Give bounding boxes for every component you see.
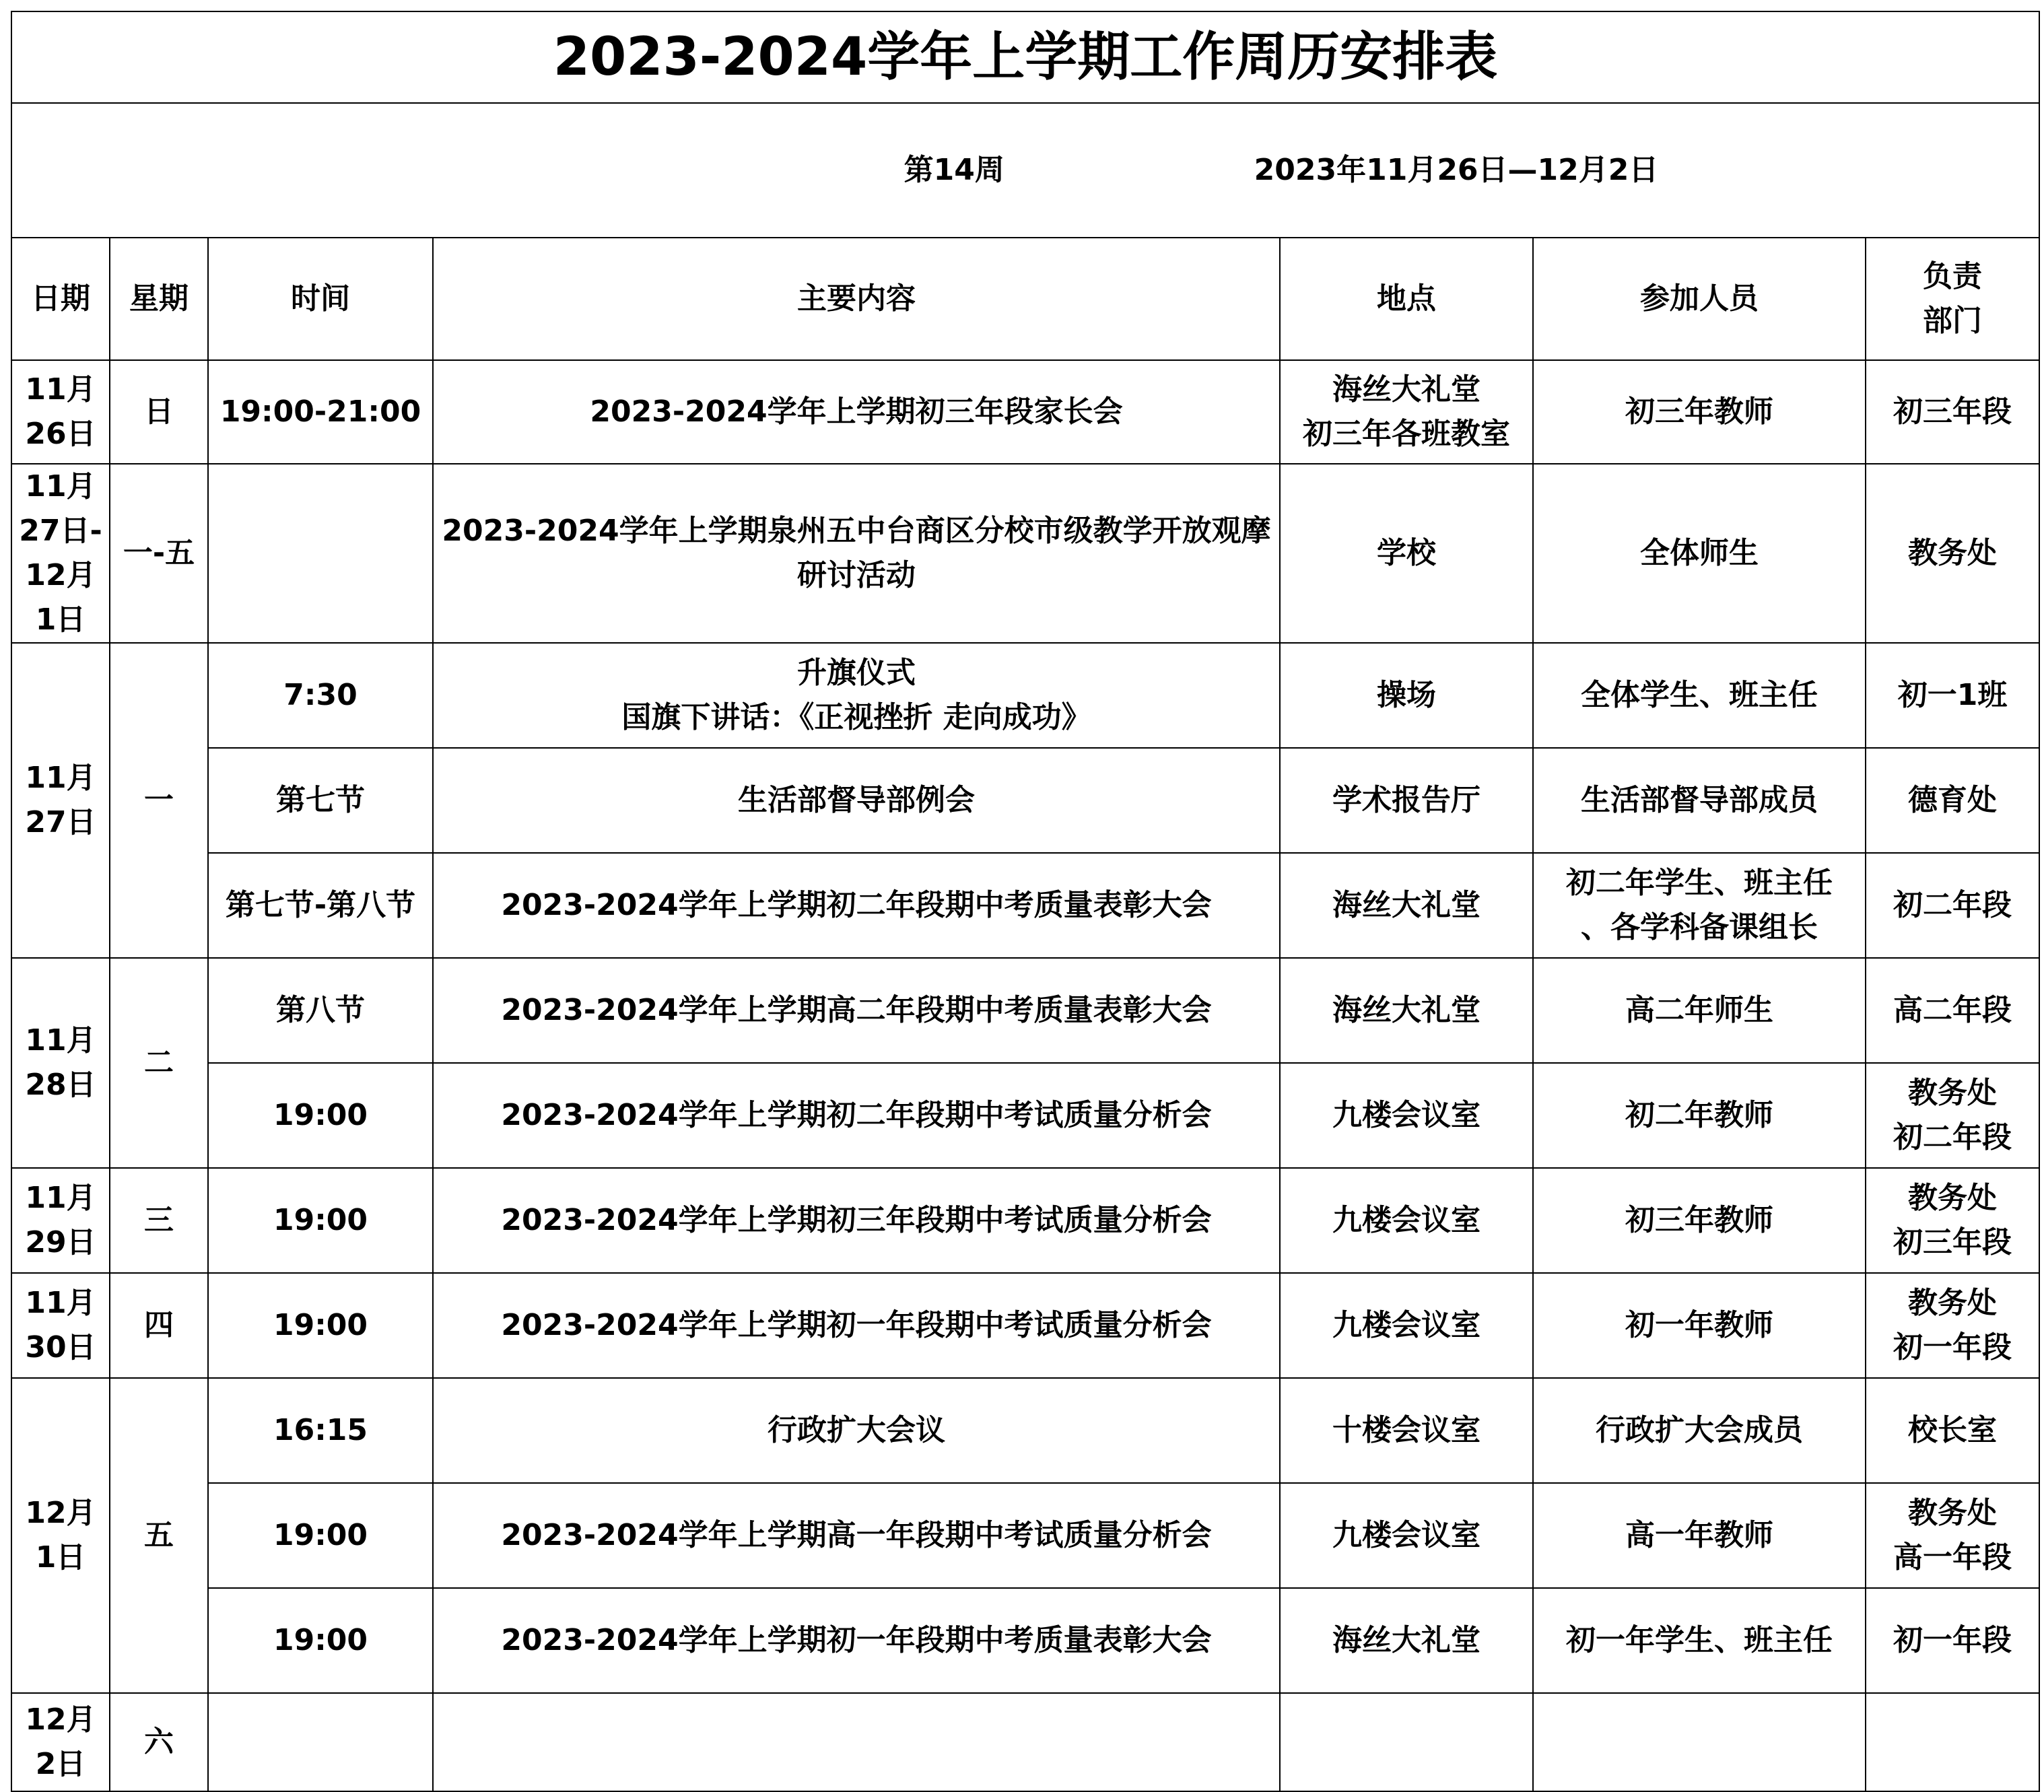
weekday-cell: 四 xyxy=(110,1273,208,1378)
time-cell: 第八节 xyxy=(208,958,433,1063)
location-cell: 海丝大礼堂 xyxy=(1280,853,1533,958)
content-cell: 2023-2024学年上学期高一年段期中考试质量分析会 xyxy=(433,1483,1280,1588)
header-date: 日期 xyxy=(11,238,110,360)
header-location: 地点 xyxy=(1280,238,1533,360)
department-cell: 德育处 xyxy=(1866,748,2039,853)
table-row xyxy=(11,464,2039,643)
location-cell: 海丝大礼堂 初三年各班教室 xyxy=(1280,360,1533,464)
participants-cell: 行政扩大会成员 xyxy=(1533,1378,1866,1483)
content-cell: 2023-2024学年上学期高二年段期中考质量表彰大会 xyxy=(433,958,1280,1063)
participants-cell: 初一年教师 xyxy=(1533,1273,1866,1378)
table-row xyxy=(11,1168,2039,1273)
content-cell: 升旗仪式 国旗下讲话：《正视挫折 走向成功》 xyxy=(433,643,1280,748)
participants-cell xyxy=(1533,1693,1866,1791)
content-cell: 2023-2024学年上学期泉州五中台商区分校市级教学开放观摩研讨活动 xyxy=(433,464,1280,643)
location-cell: 十楼会议室 xyxy=(1280,1378,1533,1483)
location-cell: 学校 xyxy=(1280,464,1533,643)
weekday-cell: 日 xyxy=(110,360,208,464)
participants-cell: 高二年师生 xyxy=(1533,958,1866,1063)
week-number: 第14周 xyxy=(904,153,1004,187)
time-cell: 19:00-21:00 xyxy=(208,360,433,464)
date-cell: 12月 2日 xyxy=(11,1693,110,1791)
date-cell: 11月 30日 xyxy=(11,1273,110,1378)
participants-cell: 全体师生 xyxy=(1533,464,1866,643)
time-cell: 19:00 xyxy=(208,1588,433,1693)
location-cell: 九楼会议室 xyxy=(1280,1168,1533,1273)
participants-cell: 高一年教师 xyxy=(1533,1483,1866,1588)
department-cell: 初一1班 xyxy=(1866,643,2039,748)
participants-cell: 初二年教师 xyxy=(1533,1063,1866,1168)
table-row xyxy=(11,1483,2039,1588)
weekday-cell: 五 xyxy=(110,1378,208,1693)
header-department: 负责 部门 xyxy=(1866,238,2039,360)
department-cell: 高二年段 xyxy=(1866,958,2039,1063)
date-cell: 12月 1日 xyxy=(11,1378,110,1693)
location-cell: 九楼会议室 xyxy=(1280,1063,1533,1168)
time-cell: 16:15 xyxy=(208,1378,433,1483)
table-row xyxy=(11,643,2039,748)
week-info xyxy=(11,103,2039,238)
location-cell: 学术报告厅 xyxy=(1280,748,1533,853)
location-cell: 海丝大礼堂 xyxy=(1280,958,1533,1063)
time-cell: 第七节-第八节 xyxy=(208,853,433,958)
location-cell: 操场 xyxy=(1280,643,1533,748)
table-row xyxy=(11,1063,2039,1168)
date-cell: 11月 27日- 12月 1日 xyxy=(11,464,110,643)
location-cell: 九楼会议室 xyxy=(1280,1273,1533,1378)
weekday-cell: 一 xyxy=(110,643,208,958)
time-cell xyxy=(208,1693,433,1791)
participants-cell: 初三年教师 xyxy=(1533,360,1866,464)
time-cell: 19:00 xyxy=(208,1168,433,1273)
date-cell: 11月 27日 xyxy=(11,643,110,958)
department-cell: 教务处 初一年段 xyxy=(1866,1273,2039,1378)
location-cell xyxy=(1280,1693,1533,1791)
department-cell: 教务处 初三年段 xyxy=(1866,1168,2039,1273)
department-cell xyxy=(1866,1693,2039,1791)
time-cell: 19:00 xyxy=(208,1273,433,1378)
content-cell: 2023-2024学年上学期初二年段期中考试质量分析会 xyxy=(433,1063,1280,1168)
department-cell: 初二年段 xyxy=(1866,853,2039,958)
location-cell: 九楼会议室 xyxy=(1280,1483,1533,1588)
participants-cell: 初三年教师 xyxy=(1533,1168,1866,1273)
table-row xyxy=(11,360,2039,464)
time-cell: 第七节 xyxy=(208,748,433,853)
participants-cell: 全体学生、班主任 xyxy=(1533,643,1866,748)
table-row xyxy=(11,1378,2039,1483)
time-cell: 19:00 xyxy=(208,1483,433,1588)
weekday-cell: 六 xyxy=(110,1693,208,1791)
header-row xyxy=(11,238,2039,360)
page-title: 2023-2024学年上学期工作周历安排表 xyxy=(11,11,2039,103)
header-weekday: 星期 xyxy=(110,238,208,360)
time-cell: 19:00 xyxy=(208,1063,433,1168)
content-cell xyxy=(433,1693,1280,1791)
location-cell: 海丝大礼堂 xyxy=(1280,1588,1533,1693)
weekday-cell: 一-五 xyxy=(110,464,208,643)
participants-cell: 初二年学生、班主任 、各学科备课组长 xyxy=(1533,853,1866,958)
content-cell: 行政扩大会议 xyxy=(433,1378,1280,1483)
table-row xyxy=(11,1588,2039,1693)
date-cell: 11月 26日 xyxy=(11,360,110,464)
content-cell: 生活部督导部例会 xyxy=(433,748,1280,853)
department-cell: 初一年段 xyxy=(1866,1588,2039,1693)
table-row xyxy=(11,958,2039,1063)
date-cell: 11月 28日 xyxy=(11,958,110,1168)
department-cell: 教务处 初二年段 xyxy=(1866,1063,2039,1168)
table-row xyxy=(11,1273,2039,1378)
header-time: 时间 xyxy=(208,238,433,360)
content-cell: 2023-2024学年上学期初一年段期中考试质量分析会 xyxy=(433,1273,1280,1378)
date-cell: 11月 29日 xyxy=(11,1168,110,1273)
content-cell: 2023-2024学年上学期初三年段家长会 xyxy=(433,360,1280,464)
header-participants: 参加人员 xyxy=(1533,238,1866,360)
participants-cell: 生活部督导部成员 xyxy=(1533,748,1866,853)
weekday-cell: 三 xyxy=(110,1168,208,1273)
week-date-range: 2023年11月26日—12月2日 xyxy=(1254,153,1659,187)
time-cell xyxy=(208,464,433,643)
header-content: 主要内容 xyxy=(433,238,1280,360)
department-cell: 教务处 xyxy=(1866,464,2039,643)
weekday-cell: 二 xyxy=(110,958,208,1168)
participants-cell: 初一年学生、班主任 xyxy=(1533,1588,1866,1693)
department-cell: 初三年段 xyxy=(1866,360,2039,464)
department-cell: 教务处 高一年段 xyxy=(1866,1483,2039,1588)
content-cell: 2023-2024学年上学期初三年段期中考试质量分析会 xyxy=(433,1168,1280,1273)
table-row xyxy=(11,748,2039,853)
schedule-table xyxy=(11,11,2040,1792)
department-cell: 校长室 xyxy=(1866,1378,2039,1483)
content-cell: 2023-2024学年上学期初一年段期中考质量表彰大会 xyxy=(433,1588,1280,1693)
content-cell: 2023-2024学年上学期初二年段期中考质量表彰大会 xyxy=(433,853,1280,958)
time-cell: 7:30 xyxy=(208,643,433,748)
table-row xyxy=(11,1693,2039,1791)
table-row xyxy=(11,853,2039,958)
